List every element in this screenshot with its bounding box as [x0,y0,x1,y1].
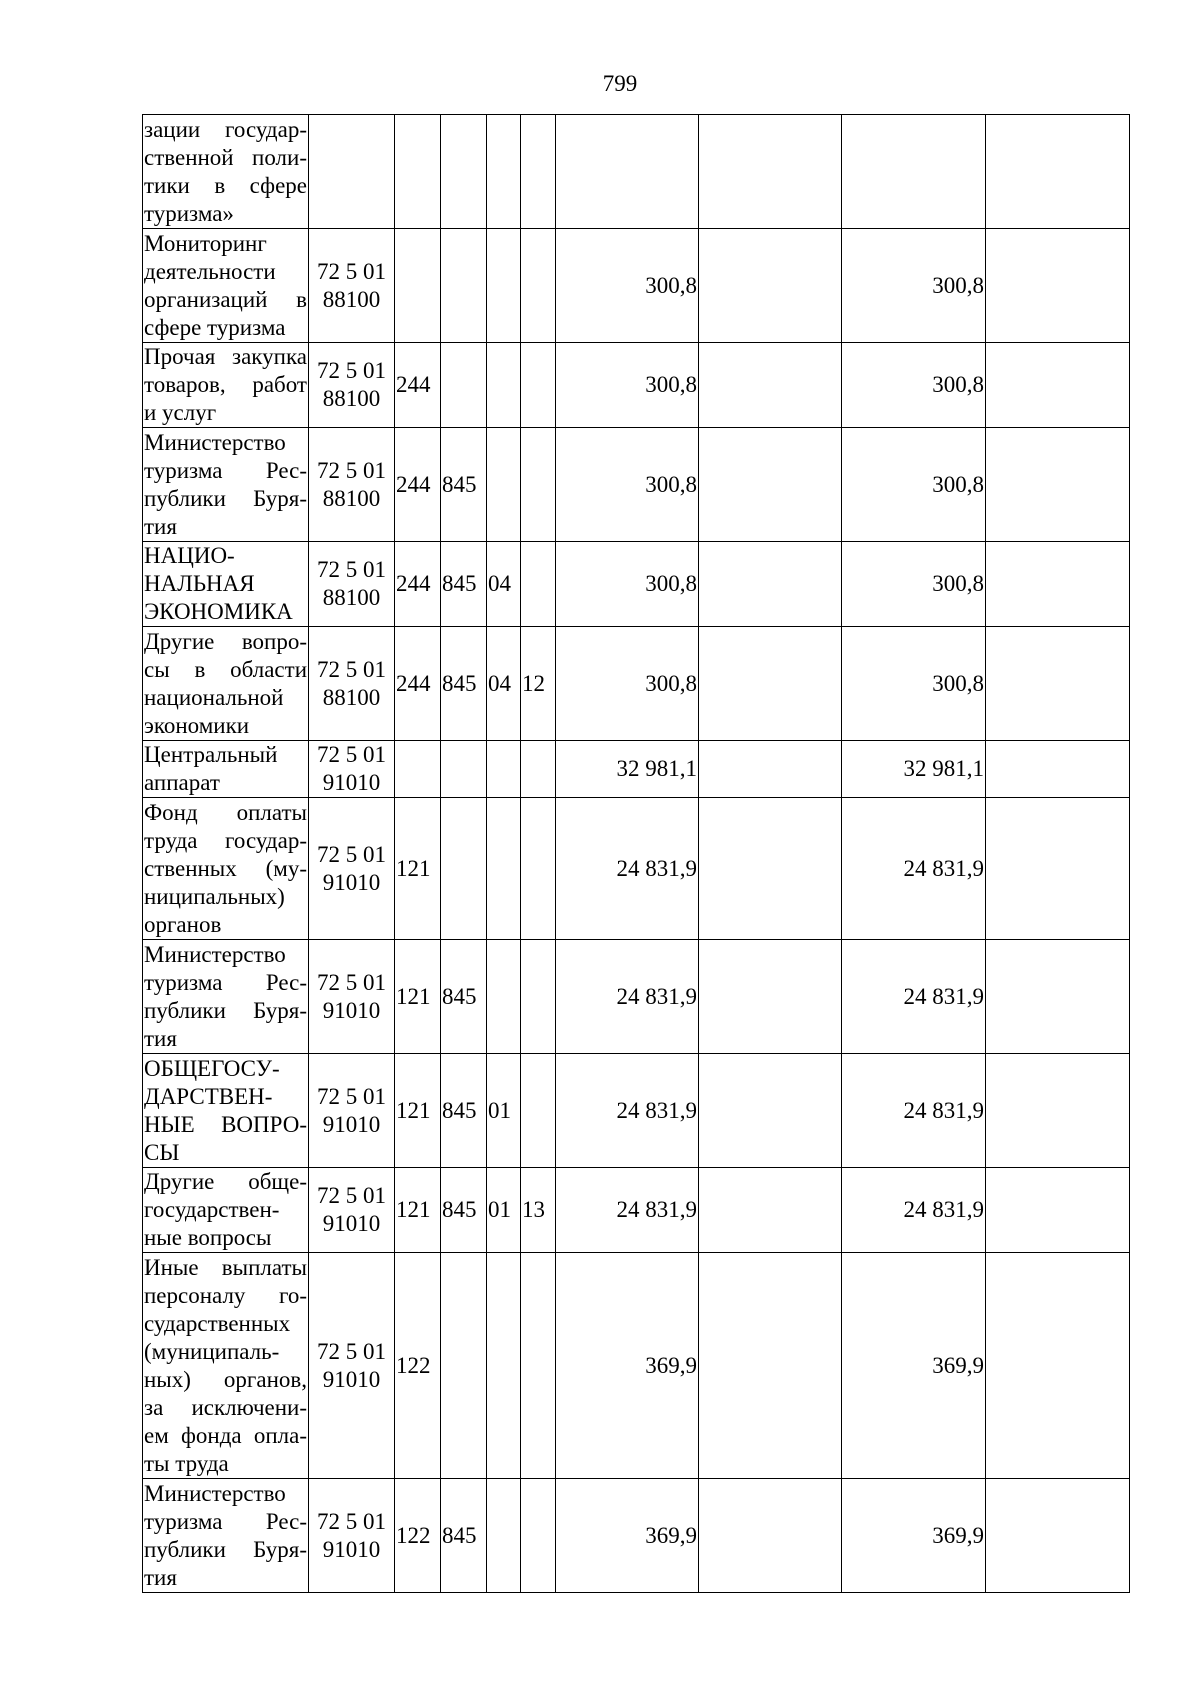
vr-code-cell: 122 [395,1253,441,1479]
budget-table-body [143,115,1130,1593]
rz-code-cell [487,428,521,542]
amount-cell-2 [699,798,842,940]
item-name-cell [143,1253,309,1479]
pr-code-cell [521,229,556,343]
csr-code-line: 88100 [322,684,381,710]
item-name-line: НАЦИО- [144,543,235,568]
csr-code-line: 72 5 01 [317,358,386,383]
amount-cell-1: 369,9 [556,1479,699,1593]
amount-cell-2 [699,741,842,798]
vr-code-cell: 244 [395,428,441,542]
amount-cell-4 [986,1479,1130,1593]
vr-code-cell [395,741,441,798]
table-row [143,1479,1130,1593]
item-name-line: туризма» [144,200,234,226]
item-name-line: зации государ- [144,116,307,142]
csr-code-cell [309,1168,395,1253]
item-name-line: туризма Рес- [144,969,307,995]
item-name-line: туризма Рес- [144,457,307,483]
item-name-cell [143,229,309,343]
pr-code-cell [521,115,556,229]
item-name-line: Прочая закупка [144,344,307,369]
amount-cell-1: 24 831,9 [556,1168,699,1253]
amount-cell-1: 300,8 [556,428,699,542]
item-name-cell [143,798,309,940]
rz-code-cell [487,1253,521,1479]
item-name-cell [143,940,309,1054]
amount-cell-2 [699,1168,842,1253]
table-row [143,229,1130,343]
item-name-cell [143,741,309,798]
item-name-line: ные вопросы [144,1225,272,1250]
pr-code-cell [521,741,556,798]
amount-cell-3: 24 831,9 [842,1168,986,1253]
amount-cell-4 [986,115,1130,229]
csr-code-line: 91010 [322,1536,381,1562]
item-name-cell [143,627,309,741]
amount-cell-2 [699,428,842,542]
item-name-line: НАЛЬНАЯ [144,571,255,596]
budget-table [142,114,1130,1593]
vr-code-cell: 121 [395,1054,441,1168]
item-name-line: НЫЕ ВОПРО- [144,1111,307,1137]
item-name-line: публики Буря- [144,997,307,1023]
csr-code-line: 88100 [322,485,381,511]
csr-code-cell [309,627,395,741]
csr-code-cell [309,542,395,627]
rz-code-cell [487,343,521,428]
vr-code-cell: 121 [395,1168,441,1253]
csr-code-line: 88100 [322,386,381,411]
amount-cell-2 [699,1054,842,1168]
vr-code-cell: 244 [395,343,441,428]
rz-code-cell [487,798,521,940]
item-name-line: органов [144,911,222,937]
csr-code-cell [309,1253,395,1479]
amount-cell-3: 300,8 [842,343,986,428]
rz-code-cell: 01 [487,1054,521,1168]
grbs-code-cell: 845 [441,542,487,627]
amount-cell-4 [986,229,1130,343]
item-name-line: аппарат [144,770,220,795]
pr-code-cell [521,940,556,1054]
item-name-line: за исключени- [144,1394,307,1420]
vr-code-cell [395,115,441,229]
amount-cell-4 [986,428,1130,542]
amount-cell-1: 24 831,9 [556,940,699,1054]
pr-code-cell [521,1479,556,1593]
grbs-code-cell: 845 [441,1054,487,1168]
pr-code-cell: 13 [521,1168,556,1253]
item-name-cell [143,1479,309,1593]
amount-cell-4 [986,627,1130,741]
csr-code-cell [309,428,395,542]
table-row [143,798,1130,940]
rz-code-cell: 01 [487,1168,521,1253]
csr-code-line: 91010 [322,1111,381,1137]
pr-code-cell [521,542,556,627]
csr-code-cell [309,1054,395,1168]
item-name-line: СЫ [144,1139,180,1165]
item-name-line: экономики [144,712,250,738]
amount-cell-4 [986,343,1130,428]
item-name-line: ОБЩЕГОСУ- [144,1055,280,1081]
pr-code-cell [521,343,556,428]
csr-code-line: 72 5 01 [317,1508,386,1534]
item-name-line: товаров, работ [144,372,307,397]
table-row [143,627,1130,741]
csr-code-line: 72 5 01 [317,457,386,483]
item-name-line: ем фонда опла- [144,1422,307,1448]
item-name-line: Министерство [144,429,286,455]
csr-code-cell [309,229,395,343]
pr-code-cell [521,798,556,940]
item-name-line: национальной [144,684,284,710]
amount-cell-2 [699,627,842,741]
amount-cell-1: 369,9 [556,1253,699,1479]
amount-cell-1: 32 981,1 [556,741,699,798]
csr-code-line: 72 5 01 [317,841,386,867]
item-name-line: Мониторинг [144,230,267,256]
amount-cell-2 [699,115,842,229]
table-row [143,940,1130,1054]
amount-cell-1: 300,8 [556,627,699,741]
item-name-cell [143,542,309,627]
item-name-line: ственной поли- [144,144,307,170]
amount-cell-1: 300,8 [556,229,699,343]
item-name-line: организаций в [144,286,307,312]
item-name-line: Фонд оплаты [144,799,307,825]
amount-cell-2 [699,1253,842,1479]
item-name-line: Центральный [144,742,278,767]
vr-code-cell [395,229,441,343]
csr-code-line: 88100 [322,286,381,312]
amount-cell-4 [986,1253,1130,1479]
pr-code-cell [521,1054,556,1168]
csr-code-line: 91010 [322,869,381,895]
grbs-code-cell: 845 [441,428,487,542]
item-name-line: (муниципаль- [144,1338,280,1364]
page-number: 799 [602,71,638,96]
grbs-code-cell [441,741,487,798]
vr-code-cell: 244 [395,627,441,741]
amount-cell-3: 300,8 [842,229,986,343]
amount-cell-4 [986,542,1130,627]
item-name-line: труда государ- [144,827,307,853]
amount-cell-2 [699,940,842,1054]
item-name-line: тия [144,1564,177,1590]
item-name-line: Другие вопро- [144,628,307,654]
table-row [143,741,1130,798]
rz-code-cell: 04 [487,627,521,741]
csr-code-line: 91010 [322,997,381,1023]
pr-code-cell [521,1253,556,1479]
csr-code-cell [309,343,395,428]
csr-code-cell [309,940,395,1054]
grbs-code-cell: 845 [441,1479,487,1593]
csr-code-cell [309,1479,395,1593]
amount-cell-3 [842,115,986,229]
amount-cell-3: 24 831,9 [842,940,986,1054]
item-name-line: и услуг [144,400,217,425]
grbs-code-cell: 845 [441,627,487,741]
amount-cell-1: 300,8 [556,343,699,428]
csr-code-line: 72 5 01 [317,258,386,284]
item-name-line: публики Буря- [144,485,307,511]
amount-cell-3: 300,8 [842,428,986,542]
item-name-line: сфере туризма [144,314,286,340]
grbs-code-cell [441,229,487,343]
amount-cell-2 [699,542,842,627]
csr-code-line: 91010 [322,770,381,795]
item-name-cell [143,1168,309,1253]
item-name-line: государствен- [144,1197,280,1222]
item-name-line: Министерство [144,941,286,967]
item-name-line: ственных (му- [144,855,307,881]
amount-cell-3: 369,9 [842,1479,986,1593]
item-name-line: публики Буря- [144,1536,307,1562]
table-row [143,1168,1130,1253]
table-row [143,343,1130,428]
item-name-cell [143,428,309,542]
amount-cell-4 [986,1054,1130,1168]
csr-code-line: 88100 [322,585,381,610]
item-name-line: ниципальных) [144,883,285,909]
table-row [143,428,1130,542]
table-row [143,542,1130,627]
amount-cell-2 [699,1479,842,1593]
item-name-line: Другие обще- [144,1169,307,1194]
table-row [143,1253,1130,1479]
csr-code-line: 72 5 01 [317,656,386,682]
amount-cell-2 [699,343,842,428]
vr-code-cell: 121 [395,798,441,940]
item-name-cell [143,343,309,428]
item-name-line: персоналу го- [144,1282,307,1308]
item-name-line: туризма Рес- [144,1508,307,1534]
item-name-line: сы в области [144,656,307,682]
item-name-line: ных) органов, [144,1366,307,1392]
csr-code-line: 72 5 01 [317,742,386,767]
item-name-line: ДАРСТВЕН- [144,1083,273,1109]
amount-cell-3: 300,8 [842,627,986,741]
csr-code-line: 72 5 01 [317,969,386,995]
amount-cell-2 [699,229,842,343]
amount-cell-3: 369,9 [842,1253,986,1479]
rz-code-cell: 04 [487,542,521,627]
item-name-line: тия [144,1025,177,1051]
rz-code-cell [487,229,521,343]
csr-code-line: 72 5 01 [317,1183,386,1208]
csr-code-line: 72 5 01 [317,557,386,582]
rz-code-cell [487,1479,521,1593]
amount-cell-4 [986,940,1130,1054]
grbs-code-cell [441,115,487,229]
item-name-line: сударственных [144,1310,291,1336]
item-name-cell [143,115,309,229]
csr-code-line: 72 5 01 [317,1083,386,1109]
csr-code-cell [309,115,395,229]
item-name-line: тики в сфере [144,172,307,198]
amount-cell-3: 32 981,1 [842,741,986,798]
amount-cell-4 [986,798,1130,940]
amount-cell-4 [986,1168,1130,1253]
csr-code-line: 72 5 01 [317,1338,386,1364]
item-name-line: тия [144,513,177,539]
rz-code-cell [487,115,521,229]
pr-code-cell [521,428,556,542]
grbs-code-cell [441,343,487,428]
vr-code-cell: 121 [395,940,441,1054]
item-name-cell [143,1054,309,1168]
amount-cell-1: 24 831,9 [556,798,699,940]
csr-code-cell [309,798,395,940]
amount-cell-3: 300,8 [842,542,986,627]
grbs-code-cell: 845 [441,940,487,1054]
item-name-line: деятельности [144,258,276,284]
item-name-line: Министерство [144,1480,286,1506]
table-row [143,115,1130,229]
item-name-line: Иные выплаты [144,1254,307,1280]
item-name-line: ты труда [144,1450,229,1476]
amount-cell-3: 24 831,9 [842,798,986,940]
amount-cell-1: 300,8 [556,542,699,627]
csr-code-line: 91010 [322,1366,381,1392]
csr-code-line: 91010 [322,1211,381,1236]
grbs-code-cell: 845 [441,1168,487,1253]
table-row [143,1054,1130,1168]
amount-cell-3: 24 831,9 [842,1054,986,1168]
amount-cell-4 [986,741,1130,798]
pr-code-cell: 12 [521,627,556,741]
grbs-code-cell [441,798,487,940]
rz-code-cell [487,940,521,1054]
vr-code-cell: 244 [395,542,441,627]
csr-code-cell [309,741,395,798]
item-name-line: ЭКОНОМИКА [144,599,293,624]
amount-cell-1: 24 831,9 [556,1054,699,1168]
grbs-code-cell [441,1253,487,1479]
rz-code-cell [487,741,521,798]
vr-code-cell: 122 [395,1479,441,1593]
amount-cell-1 [556,115,699,229]
